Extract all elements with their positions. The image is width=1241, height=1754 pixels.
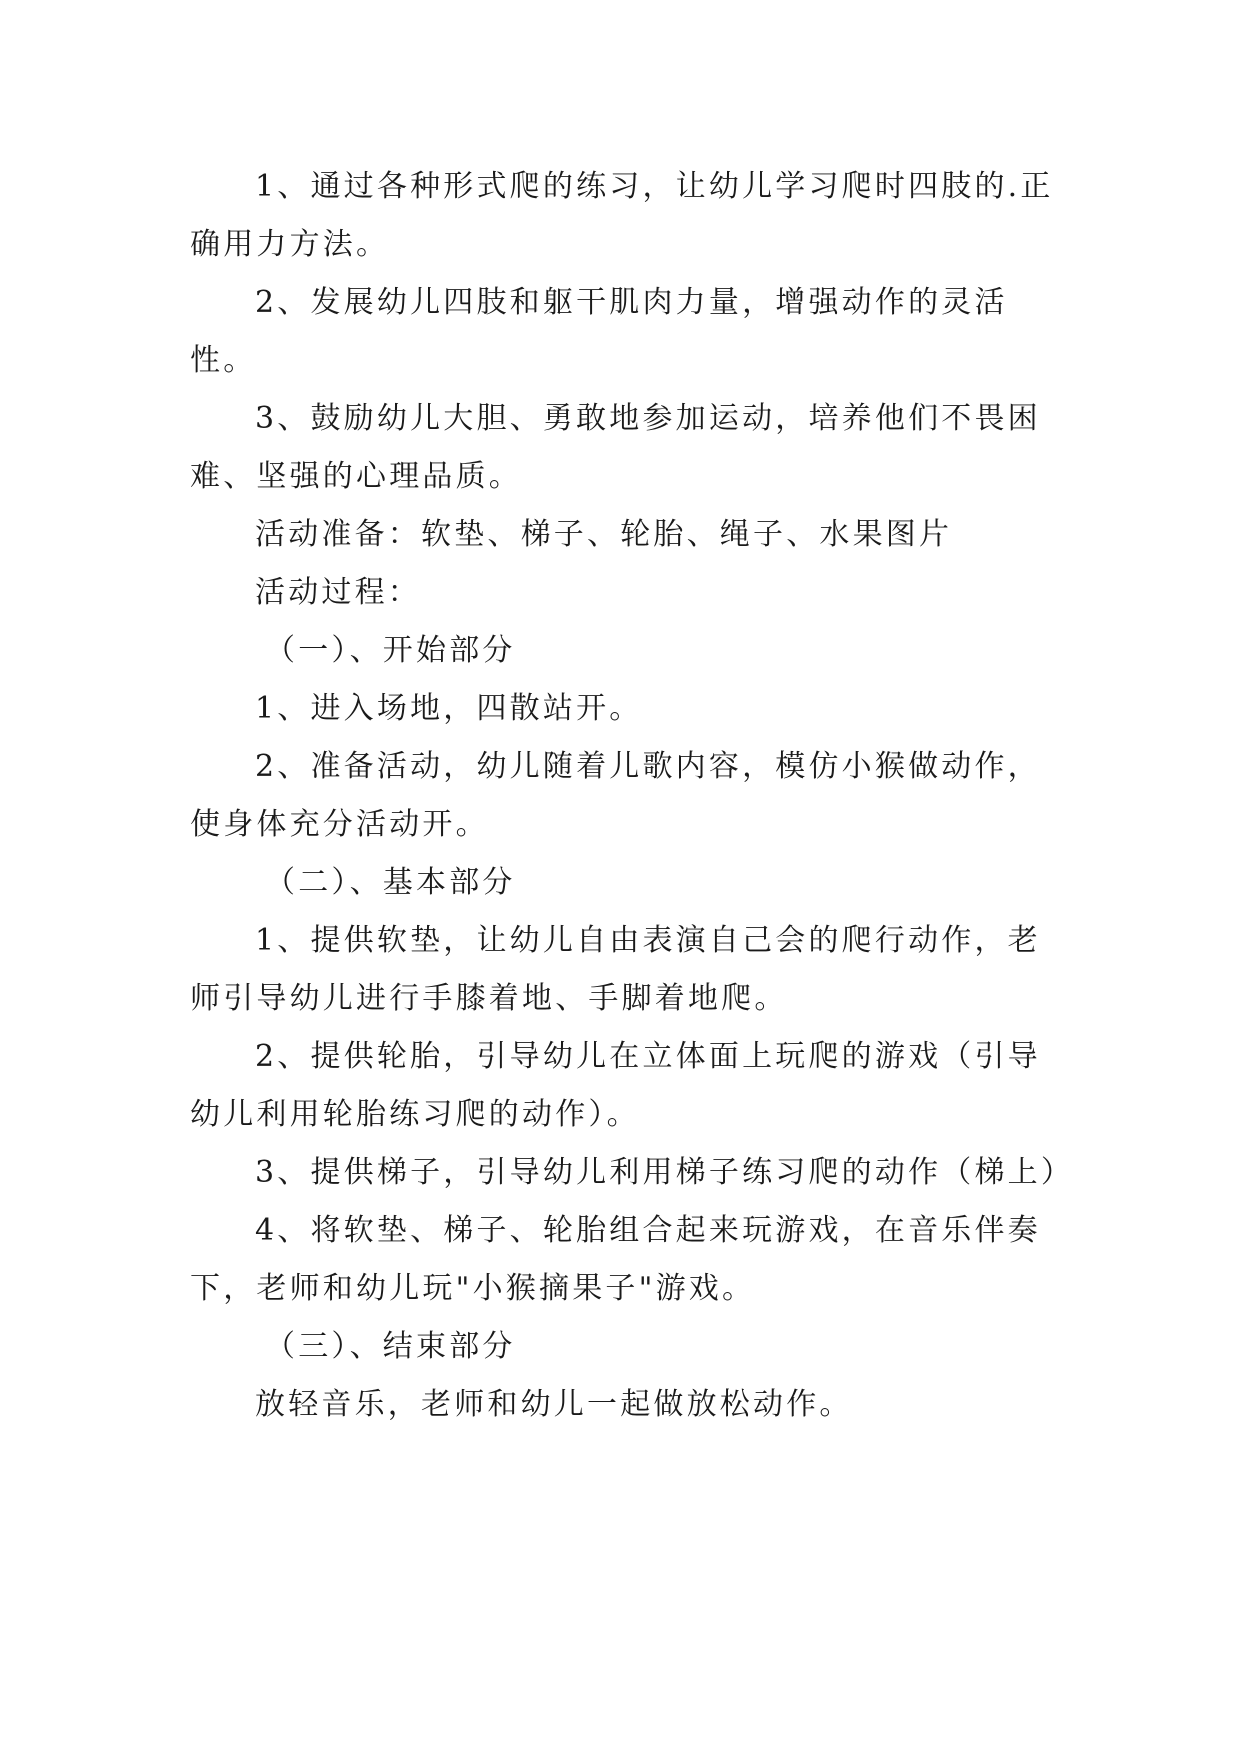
start-step-2: 2、准备活动，幼儿随着儿歌内容，模仿小猴做动作，使身体充分活动开。 [190,749,1041,842]
section-heading-basic: （二）、基本部分 [265,865,516,900]
document-body [190,158,1075,1434]
start-step-1: 1、进入场地，四散站开。 [255,691,643,726]
activity-process-label: 活动过程： [255,575,421,610]
basic-step-2: 2、提供轮胎，引导幼儿在立体面上玩爬的游戏（引导幼儿利用轮胎练习爬的动作）。 [190,1039,1041,1132]
section-heading-start: （一）、开始部分 [265,633,516,668]
basic-step-4: 4、将软垫、梯子、轮胎组合起来玩游戏，在音乐伴奏下，老师和幼儿玩"小猴摘果子"游戏。 [190,1213,1041,1306]
section-heading-end: （三）、结束部分 [265,1329,516,1364]
goal-paragraph-3: 3、鼓励幼儿大胆、勇敢地参加运动，培养他们不畏困难、坚强的心理品质。 [190,401,1041,494]
end-step: 放轻音乐，老师和幼儿一起做放松动作。 [255,1387,853,1422]
activity-preparation: 活动准备：软垫、梯子、轮胎、绳子、水果图片 [255,517,953,552]
basic-step-1: 1、提供软垫，让幼儿自由表演自己会的爬行动作，老师引导幼儿进行手膝着地、手脚着地爬。 [190,923,1041,1016]
goal-paragraph-2: 2、发展幼儿四肢和躯干肌肉力量，增强动作的灵活性。 [190,285,1008,378]
basic-step-3: 3、提供梯子，引导幼儿利用梯子练习爬的动作（梯上） [255,1155,1075,1190]
goal-paragraph-1: 1、通过各种形式爬的练习，让幼儿学习爬时四肢的.正确用力方法。 [190,169,1054,262]
